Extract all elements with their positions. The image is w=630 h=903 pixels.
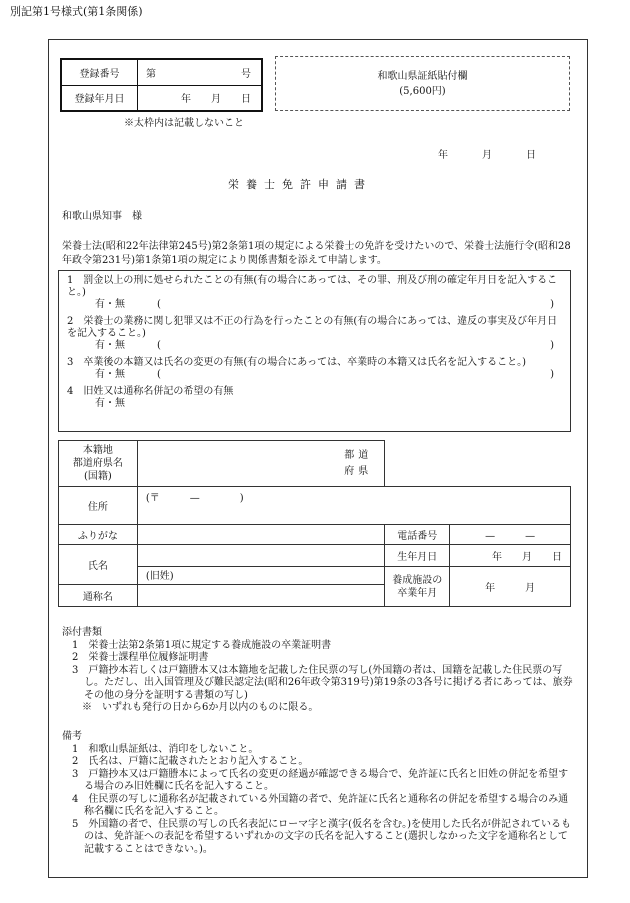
honseki-label: 本籍地 都道府県名 (国籍) [59,441,138,487]
attachment-item: 1 栄養士法第2条第1項に規定する養成施設の卒業証明書 [72,639,332,651]
addressee: 和歌山県知事 様 [62,211,142,222]
address-label: 住所 [59,487,138,525]
name-label: 氏名 [59,545,138,585]
attachment-note: ※ いずれも発行の日から6か月以内のものに限る。 [82,702,319,713]
graduation-field[interactable]: 年 月 [450,567,571,607]
furigana-field[interactable] [137,525,384,545]
question-2: 2 栄養士の業務に関し犯罪又は不正の行為を行ったことの有無(有の場合にあっては、違反の事実及び年月日を記入すること。) [67,316,558,339]
form-number-label: 別記第1号様式(第1条関係) [10,5,143,18]
remark-item: 4 住民票の写しに通称名が記載されている外国籍の者で、免許証に氏名と通称名の併記を希望する場合のみ通称名欄に氏名を記入すること。 [72,793,569,817]
application-date: 年 月 日 [438,150,537,161]
attachments-section [62,627,574,715]
remark-item: 1 和歌山県証紙は、消印をしないこと。 [72,743,259,755]
attachments-heading: 添付書類 [62,627,102,638]
phone-field[interactable]: — — [450,525,571,545]
name-field[interactable] [137,545,384,567]
remarks-section [62,731,574,856]
attachment-item: 3 戸籍抄本若しくは戸籍謄本又は本籍地を記載した住民票の写し(外国籍の者は、国籍を記載した住民票の写し。ただし、出入国管理及び難民認定法(昭和26年政令第319号)第19条の3各号に掲げる者にあっては、旅券その他の身分を証明する書類の写し) [72,664,573,701]
remarks-heading: 備考 [62,731,82,742]
question-4-answer [67,398,562,410]
form-title: 栄養士免許申請書 [228,178,372,191]
questions-box [58,270,571,432]
question-3-answer [67,369,562,381]
stamp-area-fee: (5,600円) [399,86,446,97]
question-1: 1 罰金以上の刑に処せられたことの有無(有の場合にあっては、その罪、刑及び刑の確定年月日を記入すること。) [67,275,558,298]
birthdate-label: 生年月日 [385,545,450,567]
thick-frame-note: ※太枠内は記載しないこと [124,118,244,129]
answer-choice: 有・無 [95,369,125,380]
answer-paren-close: ) [550,340,554,351]
furigana-label: ふりがな [59,525,138,545]
phone-label: 電話番号 [385,525,450,545]
question-3: 3 卒業後の本籍又は氏名の変更の有無(有の場合にあっては、卒業時の本籍又は氏名を記入すること。) [67,357,527,368]
alias-field[interactable] [137,585,384,607]
answer-choice: 有・無 [95,299,125,310]
applicant-info-table [58,440,571,607]
registration-date-label: 登録年月日 [62,85,138,110]
attachment-item: 2 栄養士課程単位履修証明書 [72,652,209,663]
revenue-stamp-area [275,56,570,111]
alias-label: 通称名 [59,585,138,607]
registration-number-suffix: 号 [241,69,251,80]
answer-choice: 有・無 [95,398,125,409]
remark-item: 2 氏名は、戸籍に記載されたとおり記入すること。 [72,756,309,767]
answer-choice: 有・無 [95,340,125,351]
answer-paren-open: ( [157,369,161,380]
registration-date-field: 年 月 日 [181,94,251,105]
honseki-field[interactable]: 都道 府県 [137,441,384,487]
answer-paren-close: ) [550,369,554,380]
registration-number-field [138,60,261,85]
answer-paren-close: ) [550,299,554,310]
honseki-blank [385,441,571,487]
question-1-answer [67,299,562,311]
registration-number-label: 登録番号 [62,60,138,85]
intro-paragraph: 栄養士法(昭和22年法律第245号)第2条第1項の規定による栄養士の免許を受けたいので、栄養士法施行令(昭和28年政令第231号)第1条第1項の規定により関係書類を添えて申請します。 [62,241,571,266]
remark-item: 5 外国籍の者で、住民票の写しの氏名表記にローマ字と漢字(仮名を含む。)を使用した氏名が併記されているものは、免許証への表記を希望するいずれかの文字の氏名を記入すること(選択しなかった文字を通称名として記載することはできない。)。 [72,818,571,855]
registration-number-prefix: 第 [146,69,156,80]
address-field[interactable]: (〒 — ) [137,487,570,525]
question-4: 4 旧姓又は通称名併記の希望の有無 [67,386,234,397]
answer-paren-open: ( [157,340,161,351]
former-name-field[interactable]: (旧姓) [137,567,384,585]
answer-paren-open: ( [157,299,161,310]
remark-item: 3 戸籍抄本又は戸籍謄本によって氏名の変更の経過が確認できる場合で、免許証に氏名と旧姓の併記を希望する場合のみ旧姓欄に氏名を記入すること。 [72,768,569,792]
registration-box [60,58,263,112]
birthdate-field[interactable]: 年 月 日 [450,545,571,567]
graduation-label: 養成施設の 卒業年月 [385,567,450,607]
question-2-answer [67,340,562,352]
stamp-area-title: 和歌山県証紙貼付欄 [377,71,468,82]
